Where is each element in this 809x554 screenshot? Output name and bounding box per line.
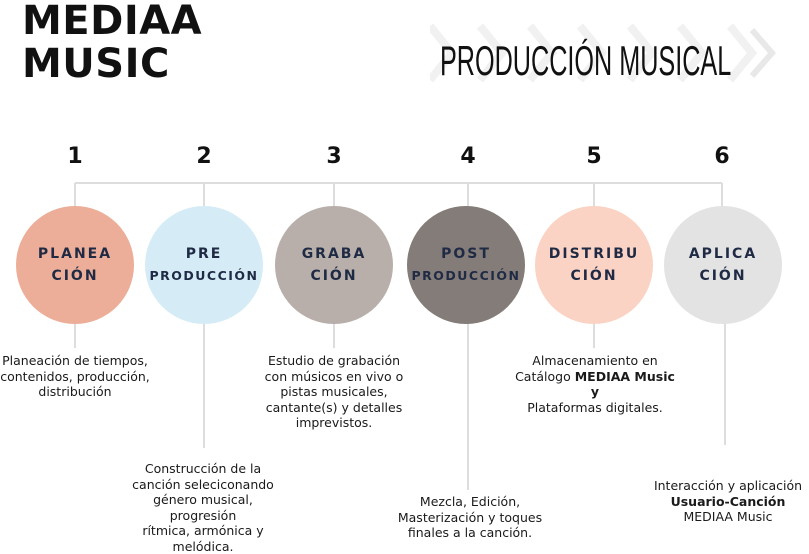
step-4-number: 4 bbox=[448, 144, 488, 169]
desc-line: finales a la canción. bbox=[393, 525, 547, 541]
step-3-description bbox=[258, 353, 410, 431]
brand-highlight: Usuario-Canción bbox=[671, 494, 786, 509]
step-6-circle bbox=[664, 206, 782, 324]
desc-line: Construcción de la bbox=[128, 461, 278, 477]
step-4-description bbox=[393, 494, 547, 541]
desc-line-bold bbox=[648, 494, 808, 510]
step-6-number: 6 bbox=[702, 144, 742, 169]
step-5-circle bbox=[535, 206, 653, 324]
step-5-number: 5 bbox=[574, 144, 614, 169]
step-3-circle bbox=[275, 206, 393, 324]
desc-line: Mezcla, Edición, bbox=[393, 494, 547, 510]
desc-line: melódica. bbox=[128, 539, 278, 554]
desc-line: Masterización y toques bbox=[393, 510, 547, 526]
desc-line: Plataformas digitales. bbox=[510, 400, 680, 416]
desc-line: distribución bbox=[0, 384, 150, 400]
desc-line bbox=[510, 369, 680, 400]
step-6-description bbox=[648, 478, 808, 525]
desc-line: rítmica, armónica y bbox=[128, 523, 278, 539]
step-2-description bbox=[128, 461, 278, 554]
step-5-label-line-1: DISTRIBU bbox=[549, 243, 640, 265]
step-2-circle bbox=[145, 206, 263, 324]
desc-line: contenidos, producción, bbox=[0, 369, 150, 385]
desc-line: cantante(s) y detalles bbox=[258, 400, 410, 416]
step-3-number: 3 bbox=[314, 144, 354, 169]
step-6-label-line-1: APLICA bbox=[689, 243, 757, 265]
step-3-label-line-1: GRABA bbox=[302, 243, 367, 265]
logo-line-1: MEDIAA bbox=[22, 0, 202, 43]
step-1-label-line-2: CIÓN bbox=[51, 265, 98, 287]
step-4-label-line-1: POST bbox=[441, 243, 491, 265]
step-5-label-line-2: CIÓN bbox=[570, 265, 617, 287]
step-2-label-line-2: PRODUCCIÓN bbox=[149, 265, 258, 287]
desc-line: Almacenamiento en bbox=[510, 353, 680, 369]
step-2-number: 2 bbox=[184, 144, 224, 169]
step-5-description bbox=[510, 353, 680, 415]
brand-highlight: MEDIAA Music y bbox=[575, 369, 675, 400]
page-title: PRODUCCIÓN MUSICAL bbox=[440, 40, 731, 82]
step-3-label-line-2: CIÓN bbox=[310, 265, 357, 287]
step-1-circle bbox=[16, 206, 134, 324]
desc-line: Interacción y aplicación bbox=[648, 478, 808, 494]
step-1-description bbox=[0, 353, 150, 400]
desc-line: canción seleciconando bbox=[128, 477, 278, 493]
desc-line: con músicos en vivo o bbox=[258, 369, 410, 385]
step-4-circle bbox=[407, 206, 525, 324]
desc-line: Planeación de tiempos, bbox=[0, 353, 150, 369]
desc-line: género musical, progresión bbox=[128, 492, 278, 523]
step-1-label-line-1: PLANEA bbox=[38, 243, 112, 265]
step-6-label-line-2: CIÓN bbox=[699, 265, 746, 287]
step-4-label-line-2: PRODUCCIÓN bbox=[411, 265, 520, 287]
step-2-label-line-1: PRE bbox=[186, 243, 223, 265]
desc-line: Estudio de grabación bbox=[258, 353, 410, 369]
desc-line: MEDIAA Music bbox=[648, 509, 808, 525]
logo-line-2: MUSIC bbox=[22, 43, 202, 86]
step-1-number: 1 bbox=[55, 144, 95, 169]
desc-line: imprevistos. bbox=[258, 415, 410, 431]
desc-line: pistas musicales, bbox=[258, 384, 410, 400]
desc-text: Catálogo bbox=[515, 369, 575, 384]
